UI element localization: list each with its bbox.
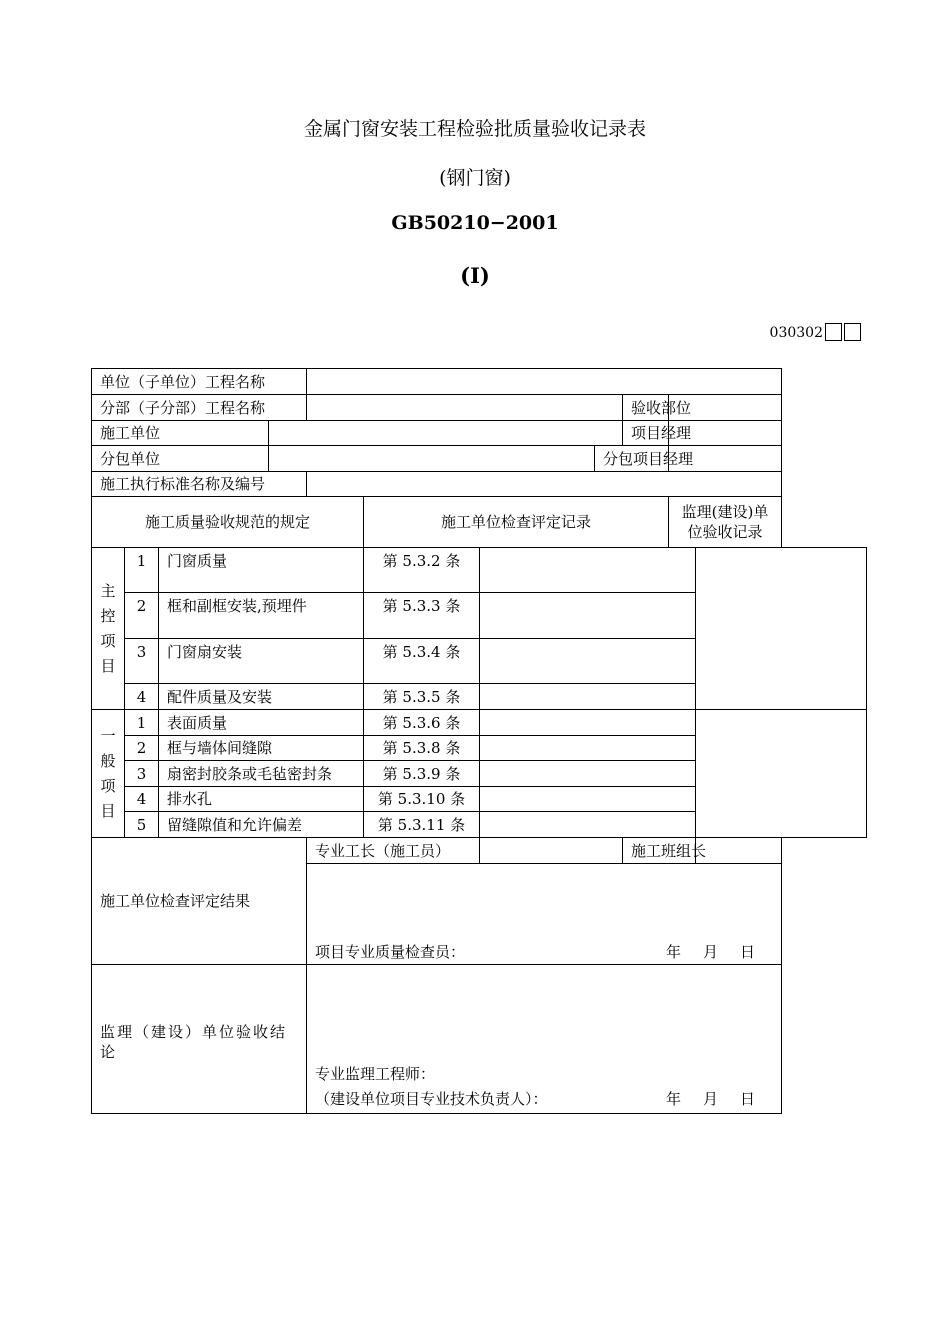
project-manager-label: 项目经理 xyxy=(623,421,669,446)
sub-project-field[interactable] xyxy=(307,395,623,421)
main-item-record[interactable] xyxy=(480,593,696,639)
form-code xyxy=(770,323,861,341)
standard-field[interactable] xyxy=(307,472,782,497)
result-year: 年 xyxy=(666,943,682,961)
owner-label: （建设单位项目专业技术负责人）： xyxy=(315,1090,548,1108)
supervision-year: 年 xyxy=(666,1090,682,1108)
foreman-field[interactable] xyxy=(480,838,623,864)
main-item-record[interactable] xyxy=(480,548,696,593)
general-item-no: 4 xyxy=(125,787,159,812)
project-name-field[interactable] xyxy=(307,369,782,395)
general-item-name: 留缝隙值和允许偏差 xyxy=(159,812,364,838)
construction-unit-field[interactable] xyxy=(269,421,623,446)
result-label: 施工单位检查评定结果 xyxy=(92,838,307,965)
general-item-name: 表面质量 xyxy=(159,710,364,736)
result-signature-area[interactable] xyxy=(307,864,782,965)
supervision-month: 月 xyxy=(703,1090,719,1108)
general-items-supervision[interactable] xyxy=(696,710,867,838)
main-item-clause: 第 5.3.4 条 xyxy=(364,639,480,684)
general-item-record[interactable] xyxy=(480,736,696,761)
main-item-record[interactable] xyxy=(480,684,696,710)
general-item-no: 2 xyxy=(125,736,159,761)
general-item-record[interactable] xyxy=(480,761,696,787)
general-items-label xyxy=(92,710,125,838)
general-item-clause: 第 5.3.6 条 xyxy=(364,710,480,736)
team-leader-label: 施工班组长 xyxy=(623,838,696,864)
main-item-name: 门窗质量 xyxy=(159,548,364,593)
standard-label: 施工执行标准名称及编号 xyxy=(92,472,307,497)
record-header: 施工单位检查评定记录 xyxy=(364,497,669,548)
acceptance-part-label: 验收部位 xyxy=(623,395,669,421)
general-item-clause: 第 5.3.9 条 xyxy=(364,761,480,787)
construction-unit-label: 施工单位 xyxy=(92,421,269,446)
subcontract-manager-label: 分包项目经理 xyxy=(595,446,669,472)
subcontract-unit-field[interactable] xyxy=(269,446,595,472)
general-item-no: 3 xyxy=(125,761,159,787)
code-box-1[interactable] xyxy=(825,323,842,341)
main-item-no: 3 xyxy=(125,639,159,684)
standard-code: GB50210−2001 xyxy=(391,212,559,234)
result-month: 月 xyxy=(703,943,719,961)
supervision-date xyxy=(644,1087,755,1111)
general-item-record[interactable] xyxy=(480,787,696,812)
spec-header: 施工质量验收规范的规定 xyxy=(92,497,364,548)
general-item-name: 框与墙体间缝隙 xyxy=(159,736,364,761)
main-item-clause: 第 5.3.2 条 xyxy=(364,548,480,593)
main-items-supervision[interactable] xyxy=(696,548,867,710)
general-items-label-text: 一般项目 xyxy=(100,726,116,820)
form-part-number: (Ⅰ) xyxy=(460,263,490,288)
supervision-day: 日 xyxy=(740,1090,756,1108)
main-items-label xyxy=(92,548,125,710)
general-item-record[interactable] xyxy=(480,812,696,838)
general-item-clause: 第 5.3.8 条 xyxy=(364,736,480,761)
general-item-name: 扇密封胶条或毛毡密封条 xyxy=(159,761,364,787)
result-date xyxy=(644,942,755,962)
main-item-no: 4 xyxy=(125,684,159,710)
general-item-clause: 第 5.3.10 条 xyxy=(364,787,480,812)
team-leader-field[interactable] xyxy=(696,838,782,864)
general-item-name: 排水孔 xyxy=(159,787,364,812)
form-title: 金属门窗安装工程检验批质量验收记录表 xyxy=(303,118,646,140)
inspector-label: 项目专业质量检查员： xyxy=(315,943,466,961)
supervision-header: 监理(建设)单位验收记录 xyxy=(669,497,782,548)
form-subtitle: (钢门窗) xyxy=(439,167,511,189)
engineer-label: 专业监理工程师： xyxy=(315,1065,436,1083)
main-item-clause: 第 5.3.3 条 xyxy=(364,593,480,639)
general-item-clause: 第 5.3.11 条 xyxy=(364,812,480,838)
general-item-no: 1 xyxy=(125,710,159,736)
foreman-label: 专业工长（施工员） xyxy=(307,838,480,864)
main-item-clause: 第 5.3.5 条 xyxy=(364,684,480,710)
general-item-no: 5 xyxy=(125,812,159,838)
supervision-label: 监理（建设）单位验收结论 xyxy=(92,965,307,1114)
sub-project-label: 分部（子分部）工程名称 xyxy=(92,395,307,421)
main-item-no: 2 xyxy=(125,593,159,639)
supervision-signature-area[interactable] xyxy=(307,965,782,1114)
project-name-label: 单位（子单位）工程名称 xyxy=(92,369,307,395)
general-item-record[interactable] xyxy=(480,710,696,736)
main-item-no: 1 xyxy=(125,548,159,593)
main-item-record[interactable] xyxy=(480,639,696,684)
subcontract-unit-label: 分包单位 xyxy=(92,446,269,472)
form-code-text: 030302 xyxy=(769,325,823,341)
inspection-table xyxy=(91,368,867,1114)
main-item-name: 配件质量及安装 xyxy=(159,684,364,710)
main-item-name: 门窗扇安装 xyxy=(159,639,364,684)
result-day: 日 xyxy=(740,943,756,961)
main-items-label-text: 主控项目 xyxy=(100,581,116,675)
main-item-name: 框和副框安装,预埋件 xyxy=(159,593,364,639)
code-box-2[interactable] xyxy=(844,323,861,341)
